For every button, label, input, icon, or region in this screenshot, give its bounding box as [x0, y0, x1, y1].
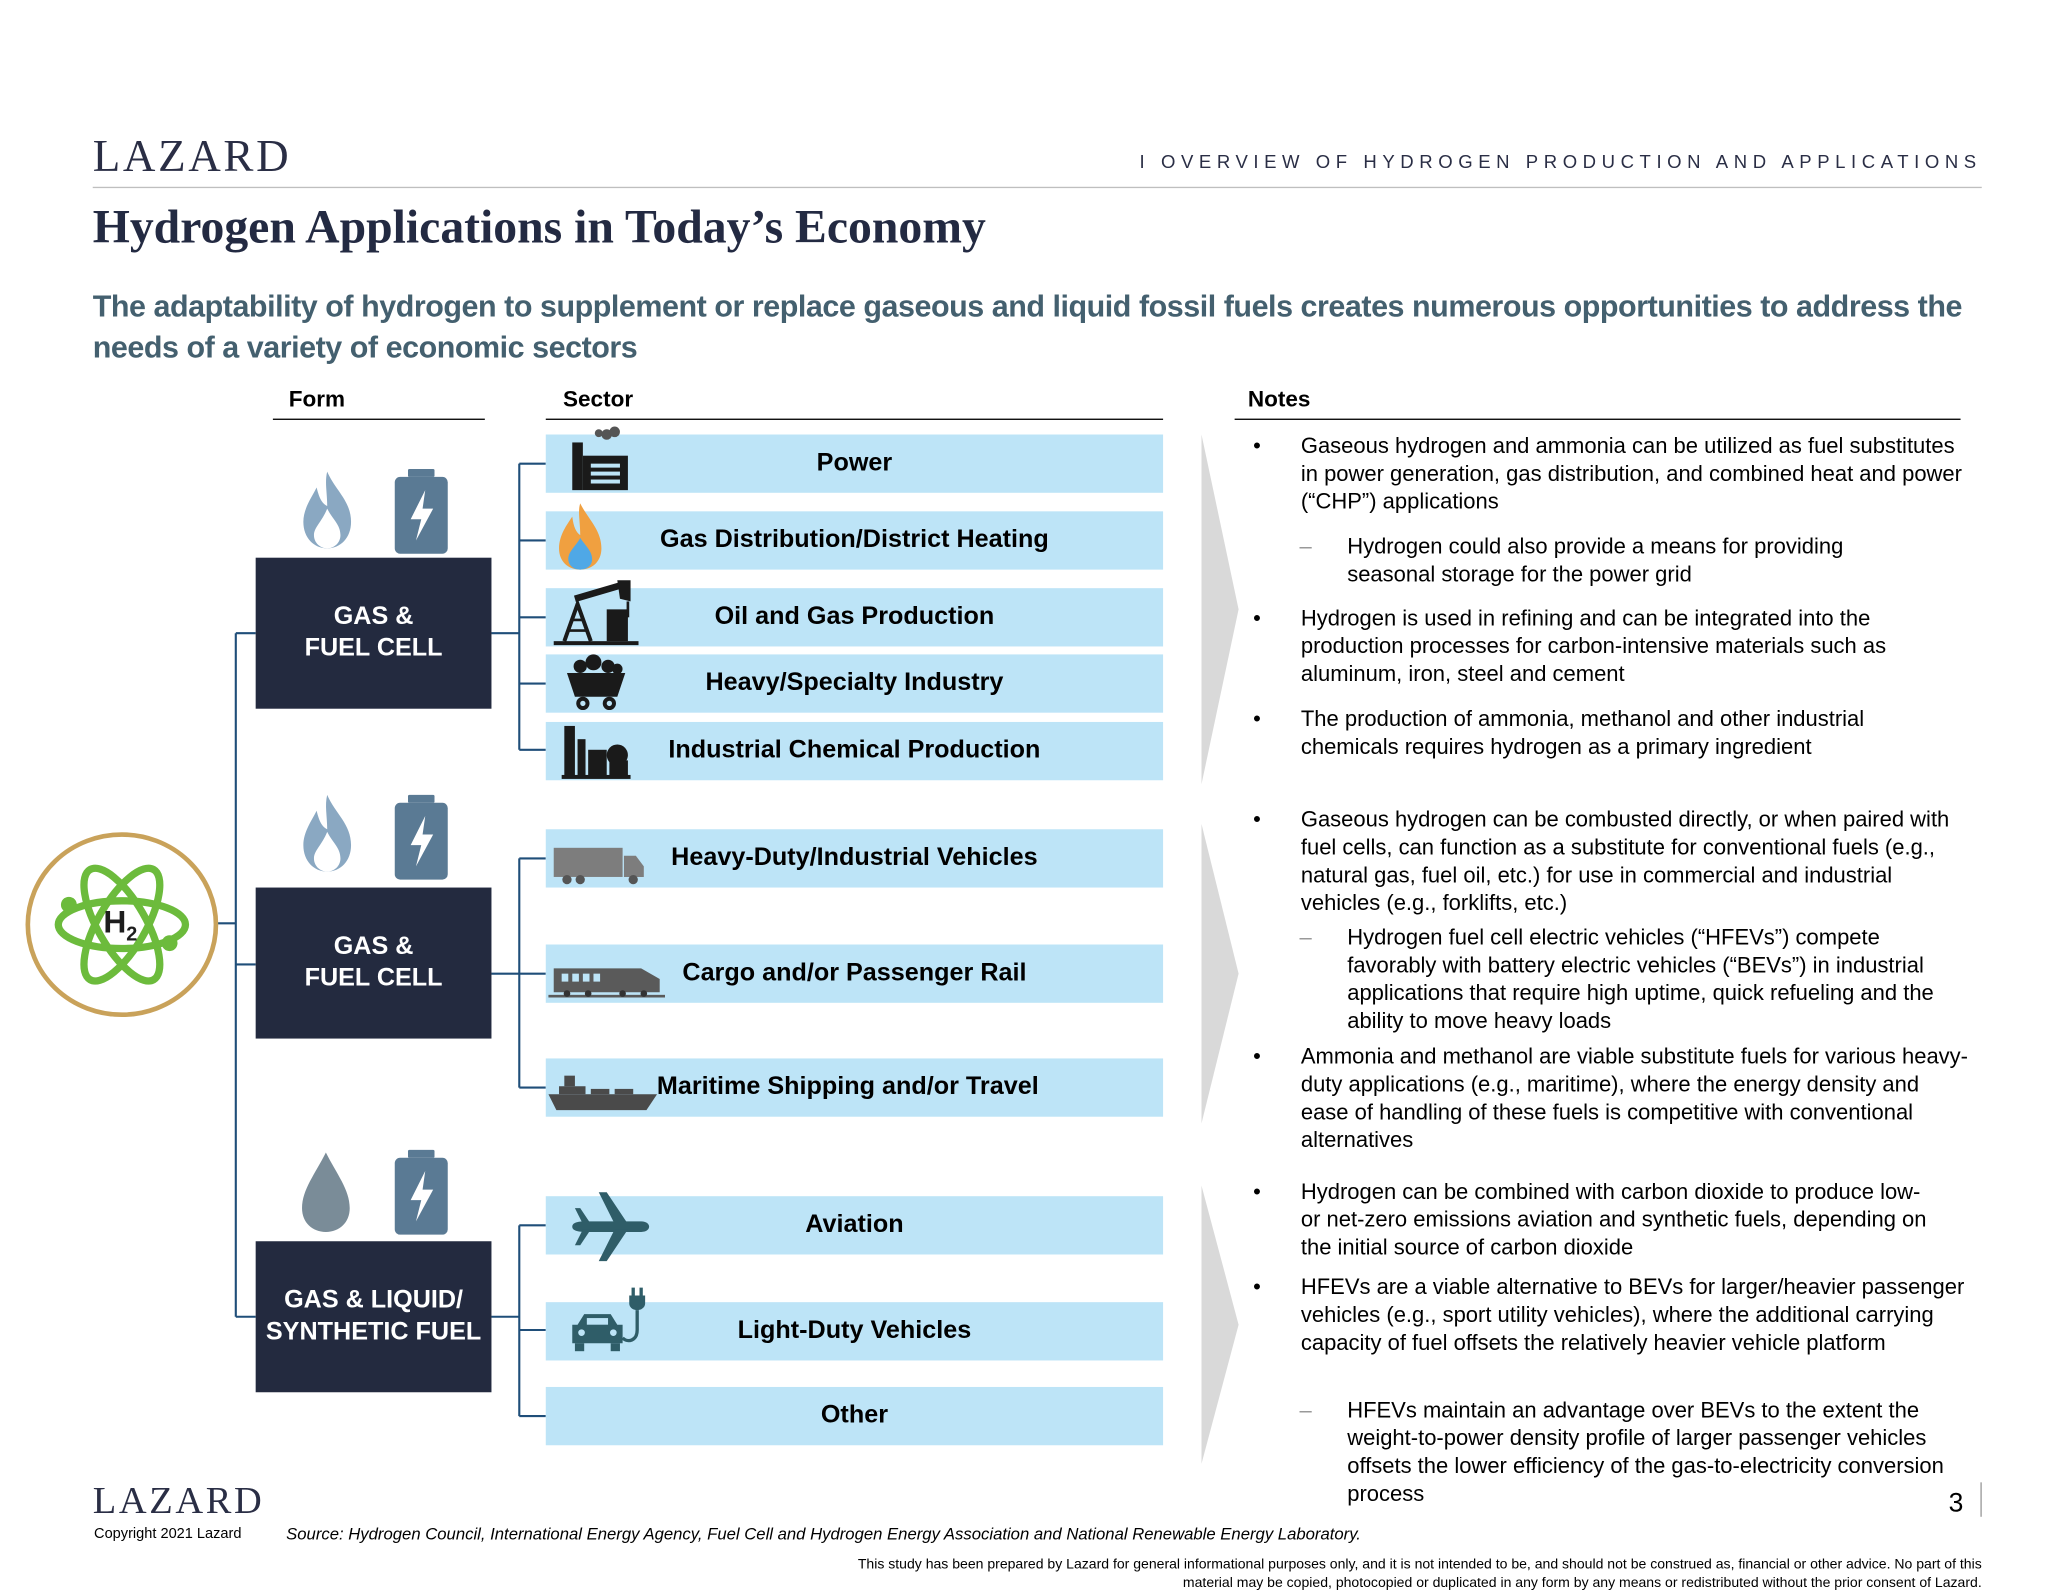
chevron-group-1	[1202, 435, 1239, 785]
sector-heavy-specialty-industry	[546, 654, 1163, 712]
note-7a: – HFEVs maintain an advantage over BEVs to the extent the weight-to-power density profile of larger passenger vehicles offsets the lower efficiency of the gas-to-electricity conversion process	[1299, 1397, 1944, 1507]
form-box-gas-liquid-synthetic-fuel: GAS & LIQUID/ SYNTHETIC FUEL	[256, 1241, 492, 1392]
hydrogen-hub	[26, 832, 219, 1017]
note-4a: – Hydrogen fuel cell electric vehicles (“HFEVs”) compete favorably with battery electric vehicles (“BEVs”) in industrial applications that require high uptime, quick refueling and the ability to move heavy loads	[1299, 924, 1934, 1034]
page-number-divider	[1980, 1482, 1981, 1516]
disclaimer: This study has been prepared by Lazard for general informational purposes only, and it is not intended to be, and should not be construed as, financial or other advice. No part of this material may be copied, photocopied or duplicated in any form by any means or redistributed without the prior consent of Lazard.	[857, 1556, 1982, 1591]
footer-lazard-logo: LAZARD	[92, 1479, 265, 1523]
oil-pump-icon	[554, 578, 639, 647]
chevron-group-2	[1202, 824, 1239, 1123]
factory-icon	[564, 427, 633, 493]
sector-label: Industrial Chemical Production	[668, 736, 1041, 765]
sector-label: Heavy/Specialty Industry	[705, 668, 1004, 697]
form-box-gas-fuel-cell-1: GAS & FUEL CELL	[256, 558, 492, 709]
flame-icon	[298, 792, 356, 874]
sector-label: Other	[820, 1401, 889, 1430]
sector-label: Maritime Shipping and/or Travel	[656, 1073, 1039, 1101]
battery-icon	[392, 1150, 450, 1235]
sector-label: Gas Distribution/District Heating	[660, 525, 1049, 554]
sector-label: Cargo and/or Passenger Rail	[682, 959, 1027, 987]
flame-icon	[298, 469, 356, 551]
battery-icon	[392, 469, 450, 554]
train-icon	[548, 960, 665, 1000]
hub-label: $H_2$	[103, 904, 138, 946]
sector-label: Oil and Gas Production	[714, 602, 995, 631]
column-header-sector: Sector	[562, 386, 634, 412]
chevron-group-3	[1202, 1186, 1239, 1464]
gas-flame-icon	[556, 501, 604, 570]
sector-label: Light-Duty Vehicles	[737, 1316, 972, 1345]
note-6: • Hydrogen can be combined with carbon dioxide to produce low- or net-zero emissions aviation and synthetic fuels, depending on the initial source of carbon dioxide	[1253, 1178, 1927, 1260]
section-label: I OVERVIEW OF HYDROGEN PRODUCTION AND APPLICATIONS	[1139, 151, 1982, 173]
chemical-plant-icon	[562, 721, 631, 779]
note-4: • Gaseous hydrogen can be combusted directly, or when paired with fuel cells, can function as a substitute for conventional fuels (e.g., natural gas, fuel oil, etc.) for use in commercial and industrial vehicles (e.g., forklifts, etc.)	[1253, 806, 1950, 916]
electric-car-icon	[567, 1285, 652, 1357]
droplet-icon	[297, 1150, 355, 1235]
mine-cart-icon	[564, 654, 628, 712]
sector-other	[546, 1387, 1163, 1445]
sector-label: Power	[816, 449, 893, 477]
note-2: • Hydrogen is used in refining and can be integrated into the production processes for carbon-intensive materials such as aluminum, iron, steel and cement	[1253, 605, 1887, 687]
truck-icon	[551, 845, 646, 885]
sector-power	[546, 435, 1163, 493]
ship-icon	[546, 1070, 660, 1112]
sector-industrial-chemical	[546, 722, 1163, 780]
airplane-icon	[570, 1190, 649, 1264]
note-1: • Gaseous hydrogen and ammonia can be utilized as fuel substitutes in power generation, gas distribution, and combined heat and power (“CHP”) applications	[1253, 433, 1962, 514]
sector-gas-distribution	[546, 511, 1163, 569]
page-subtitle: The adaptability of hydrogen to supplement or replace gaseous and liquid fossil fuels creates numerous opportunities to address the needs of a variety of economic sectors	[92, 288, 1962, 365]
battery-icon	[392, 795, 450, 880]
note-1a: – Hydrogen could also provide a means for providing seasonal storage for the power grid	[1299, 533, 1844, 587]
copyright: Copyright 2021 Lazard	[94, 1526, 242, 1542]
lazard-logo: LAZARD	[92, 132, 292, 182]
form-box-gas-fuel-cell-2: GAS & FUEL CELL	[256, 888, 492, 1039]
column-header-notes: Notes	[1247, 386, 1311, 412]
note-5: • Ammonia and methanol are viable substitute fuels for various heavy-duty applications (e.g., maritime), where the energy density and ease of handling of these fuels is competitive with conventional alternatives	[1253, 1043, 1968, 1153]
note-7: • HFEVs are a viable alternative to BEVs for larger/heavier passenger vehicles (e.g., sport utility vehicles), where the additional carrying capacity of fuel offsets the relatively heavier vehicle platform	[1253, 1274, 1965, 1356]
note-3: • The production of ammonia, methanol and other industrial chemicals requires hydrogen as a primary ingredient	[1253, 706, 1865, 760]
page-title: Hydrogen Applications in Today’s Economy	[92, 200, 986, 254]
source-note: Source: Hydrogen Council, International Energy Agency, Fuel Cell and Hydrogen Energy Association and National Renewable Energy Laboratory.	[286, 1524, 1361, 1544]
column-header-form: Form	[288, 386, 346, 412]
page-number: 3	[1948, 1488, 1964, 1519]
sector-label: Aviation	[805, 1210, 904, 1239]
sector-label: Heavy-Duty/Industrial Vehicles	[671, 843, 1038, 872]
